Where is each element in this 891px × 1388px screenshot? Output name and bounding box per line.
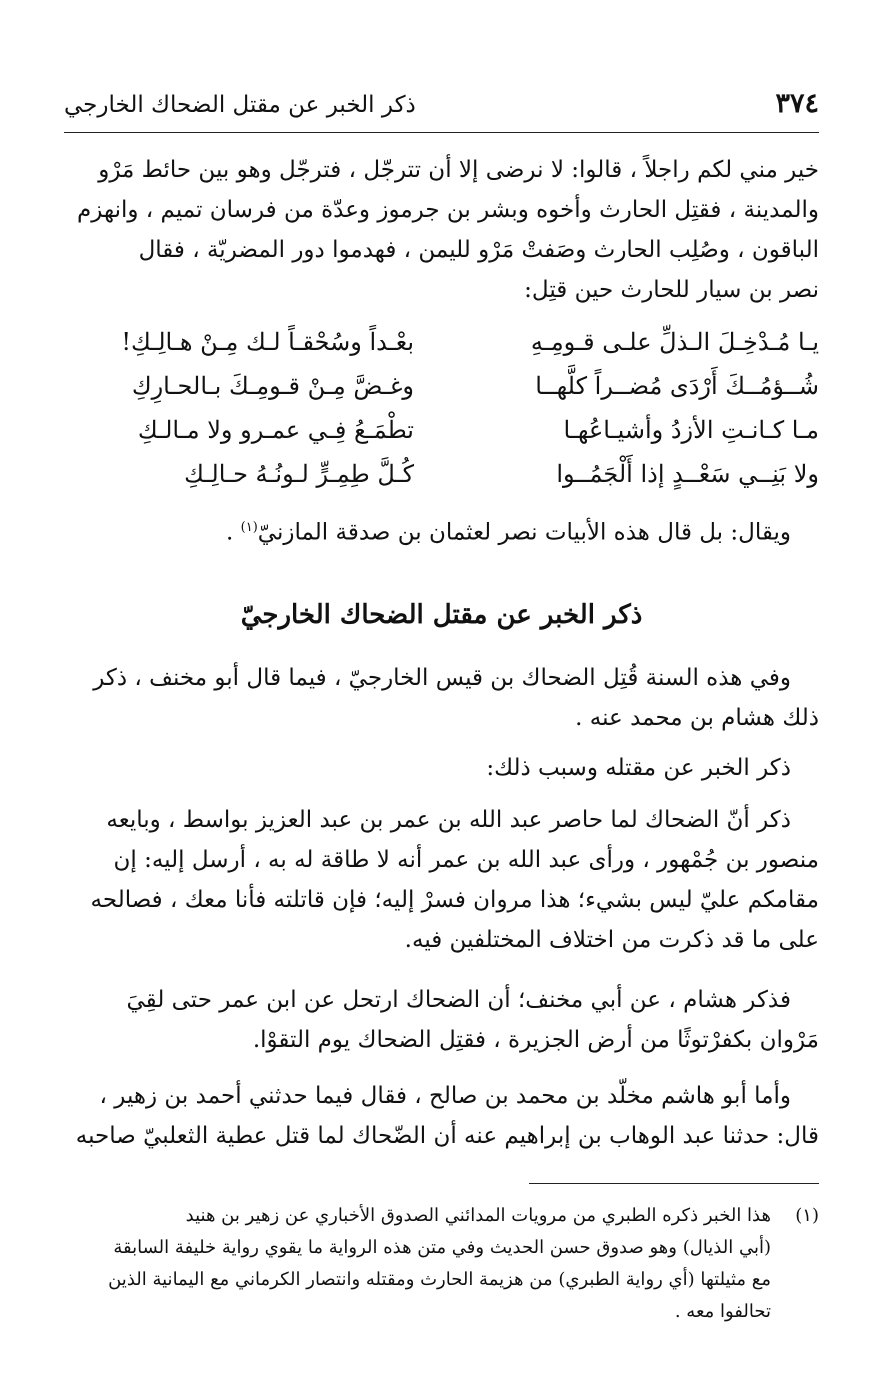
page-number: ٣٧٤	[775, 88, 819, 119]
footnote-separator	[529, 1183, 819, 1184]
verse-first-hemistich: شُــؤمُــكَ أَرْدَى مُضــراً كلَّهــا	[535, 372, 819, 400]
text-line: ذلك هشام بن محمد عنه .	[575, 705, 819, 731]
text-line: منصور بن جُمْهور ، ورأى عبد الله بن عمر أنه لا طاقة له به ، أرسل إليه: إن	[113, 847, 819, 873]
verse-first-hemistich: ولا بَنِــي سَعْــدٍ إذا أَلْجَمُــوا	[556, 460, 819, 488]
text-line: مقامكم عليّ ليس بشيء؛ هذا مروان فسرْ إليه؛ فإن قاتلته فأنا معك ، فصالحه	[90, 887, 819, 913]
verse-second-hemistich: تطْمَـعُ فِـي عمـرو ولا مـالـكِ	[137, 416, 414, 444]
section-heading: ذكر الخبر عن مقتل الضحاك الخارجيّ	[240, 600, 643, 630]
poem-verse	[64, 364, 819, 408]
poem	[64, 320, 819, 496]
footnote-text	[64, 1200, 771, 1328]
footnote-line: (أبي الذيال) وهو صدوق حسن الحديث وفي متن هذه الرواية ما يقوي رواية خليفة السابقة	[113, 1237, 771, 1258]
text-line: مَرْوان بكفرْتوثًا من أرض الجزيرة ، فقتِل الضحاك يوم التقوْا.	[252, 1027, 819, 1053]
text-line: نصر بن سيار للحارث حين قتِل:	[524, 277, 819, 303]
footnote-marker: (١)	[795, 1205, 819, 1226]
poem-verse	[64, 452, 819, 496]
running-header	[64, 86, 819, 133]
running-title: ذكر الخبر عن مقتل الضحاك الخارجي	[64, 92, 416, 118]
verse-first-hemistich: يـا مُـدْخِـلَ الـذلِّ علـى قـومِـهِ	[530, 328, 819, 356]
footnote-reference[interactable]: (١)	[240, 520, 258, 535]
section-paragraph	[64, 748, 819, 788]
footnote-line: هذا الخبر ذكره الطبري من مرويات المدائني الصدوق الأخباري عن زهير بن هنيد	[185, 1205, 771, 1226]
intro-paragraph	[64, 150, 819, 310]
attribution-line	[64, 508, 819, 553]
text-line: ذكر الخبر عن مقتله وسبب ذلك:	[486, 755, 791, 781]
footnote-line: مع مثيلتها (أي رواية الطبري) من هزيمة الحارث ومقتله وانتصار الكرماني مع اليمانية الذين	[108, 1269, 771, 1290]
text-line: الباقون ، وصُلِب الحارث وصَفتْ مَرْو لليمن ، فهدموا دور المضريّة ، فقال	[138, 237, 819, 263]
section-paragraph	[64, 1076, 819, 1156]
section-paragraph	[64, 800, 819, 960]
text-line: والمدينة ، فقتِل الحارث وأخوه وبشر بن جرموز وعدّة من فرسان تميم ، وانهزم	[77, 197, 819, 223]
footnote-line: تحالفوا معه .	[674, 1301, 771, 1322]
footnote	[64, 1200, 819, 1328]
text-line: خير مني لكم راجلاً ، قالوا: لا نرضى إلا أن تترجّل ، فترجّل وهو بين حائط مَرْو	[98, 157, 819, 183]
attribution-text: ويقال: بل قال هذه الأبيات نصر لعثمان بن صدقة المازنيّ	[257, 519, 791, 546]
text-line: على ما قد ذكرت من اختلاف المختلفين فيه.	[404, 927, 819, 953]
verse-second-hemistich: وغـضَّ مِـنْ قـومِـكَ بـالحـارِكِ	[131, 372, 414, 400]
text-line: وأما أبو هاشم مخلّد بن محمد بن صالح ، فقال فيما حدثني أحمد بن زهير ،	[99, 1083, 791, 1109]
text-line: ذكر أنّ الضحاك لما حاصر عبد الله بن عمر بن عبد العزيز بواسط ، وبايعه	[106, 807, 791, 833]
text-line: وفي هذه السنة قُتِل الضحاك بن قيس الخارجيّ ، فيما قال أبو مخنف ، ذكر	[93, 665, 791, 691]
text-line: فذكر هشام ، عن أبي مخنف؛ أن الضحاك ارتحل عن ابن عمر حتى لقِيَ	[126, 987, 791, 1013]
section-paragraph	[64, 658, 819, 738]
verse-second-hemistich: كُـلَّ طِمِـرٍّ لـونُـهُ حـالِـكِ	[184, 460, 414, 488]
attribution-end: .	[226, 519, 241, 546]
verse-second-hemistich: بعْـداً وسُحْقـاً لـك مِـنْ هـالِـكِ!	[121, 328, 414, 356]
verse-first-hemistich: مـا كـانـتِ الأزدُ وأشيـاعُهـا	[563, 416, 819, 444]
text-line: قال: حدثنا عبد الوهاب بن إبراهيم عنه أن الضّحاك لما قتل عطية الثعلبيّ صاحبه	[75, 1123, 819, 1149]
section-paragraph	[64, 980, 819, 1060]
poem-verse	[64, 320, 819, 364]
poem-verse	[64, 408, 819, 452]
